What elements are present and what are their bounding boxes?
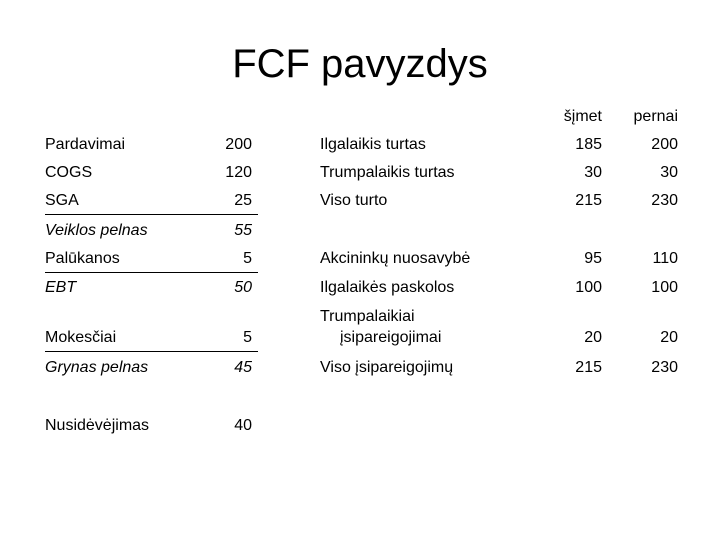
balance-previous-trumpalaikiai-isipareigojimai: 20 — [660, 329, 678, 346]
income-label-grynas-pelnas: Grynas pelnas — [45, 359, 149, 376]
income-value-palukanos: 5 — [243, 250, 252, 267]
balance-label-trumpalaikiai-line1: Trumpalaikiai — [320, 308, 415, 325]
income-label-mokesciai: Mokesčiai — [45, 329, 117, 346]
income-value-mokesciai: 5 — [243, 329, 252, 346]
income-label-sga: SGA — [45, 192, 79, 209]
balance-label-trumpalaikiai-line2: įsipareigojimai — [340, 329, 442, 346]
balance-current-viso-turto: 215 — [575, 192, 602, 209]
balance-previous-ilgalaikis-turtas: 200 — [651, 136, 678, 153]
income-label-nusidevejimas: Nusidėvėjimas — [45, 417, 150, 434]
balance-label-trumpalaikis-turtas: Trumpalaikis turtas — [320, 164, 455, 181]
income-value-nusidevejimas: 40 — [234, 417, 252, 434]
income-label-pardavimai: Pardavimai — [45, 136, 126, 153]
balance-label-viso-turto: Viso turto — [320, 192, 388, 209]
balance-previous-trumpalaikis-turtas: 30 — [660, 164, 678, 181]
page-title: FCF pavyzdys — [232, 42, 488, 86]
balance-current-ilgalaikes-paskolos: 100 — [575, 279, 602, 296]
balance-current-akcininku-nuosavybe: 95 — [584, 250, 602, 267]
income-value-ebt: 50 — [234, 279, 252, 296]
income-label-veiklos-pelnas: Veiklos pelnas — [45, 222, 148, 239]
balance-previous-ilgalaikes-paskolos: 100 — [651, 279, 678, 296]
balance-previous-akcininku-nuosavybe: 110 — [652, 250, 678, 267]
balance-label-akcininku-nuosavybe: Akcininkų nuosavybė — [320, 250, 471, 267]
balance-label-ilgalaikes-paskolos: Ilgalaikės paskolos — [320, 279, 455, 296]
balance-previous-viso-turto: 230 — [651, 192, 678, 209]
balance-label-viso-isipareigojimu: Viso įsipareigojimų — [320, 359, 454, 376]
balance-current-viso-isipareigojimu: 215 — [575, 359, 602, 376]
income-value-grynas-pelnas: 45 — [234, 359, 252, 376]
income-divider-3 — [45, 351, 258, 352]
balance-label-ilgalaikis-turtas: Ilgalaikis turtas — [320, 136, 426, 153]
balance-current-ilgalaikis-turtas: 185 — [575, 136, 602, 153]
balance-current-trumpalaikiai-isipareigojimai: 20 — [584, 329, 602, 346]
balance-current-trumpalaikis-turtas: 30 — [584, 164, 602, 181]
header-previous-year: pernai — [633, 108, 678, 125]
income-label-ebt: EBT — [45, 279, 77, 296]
income-label-palukanos: Palūkanos — [45, 250, 120, 267]
income-value-veiklos-pelnas: 55 — [234, 222, 252, 239]
income-value-pardavimai: 200 — [225, 136, 252, 153]
income-value-sga: 25 — [234, 192, 252, 209]
income-divider-2 — [45, 272, 258, 273]
income-value-cogs: 120 — [225, 164, 252, 181]
income-divider-1 — [45, 214, 258, 215]
header-current-year: šįmet — [563, 108, 602, 125]
income-label-cogs: COGS — [45, 164, 93, 181]
balance-previous-viso-isipareigojimu: 230 — [651, 359, 678, 376]
